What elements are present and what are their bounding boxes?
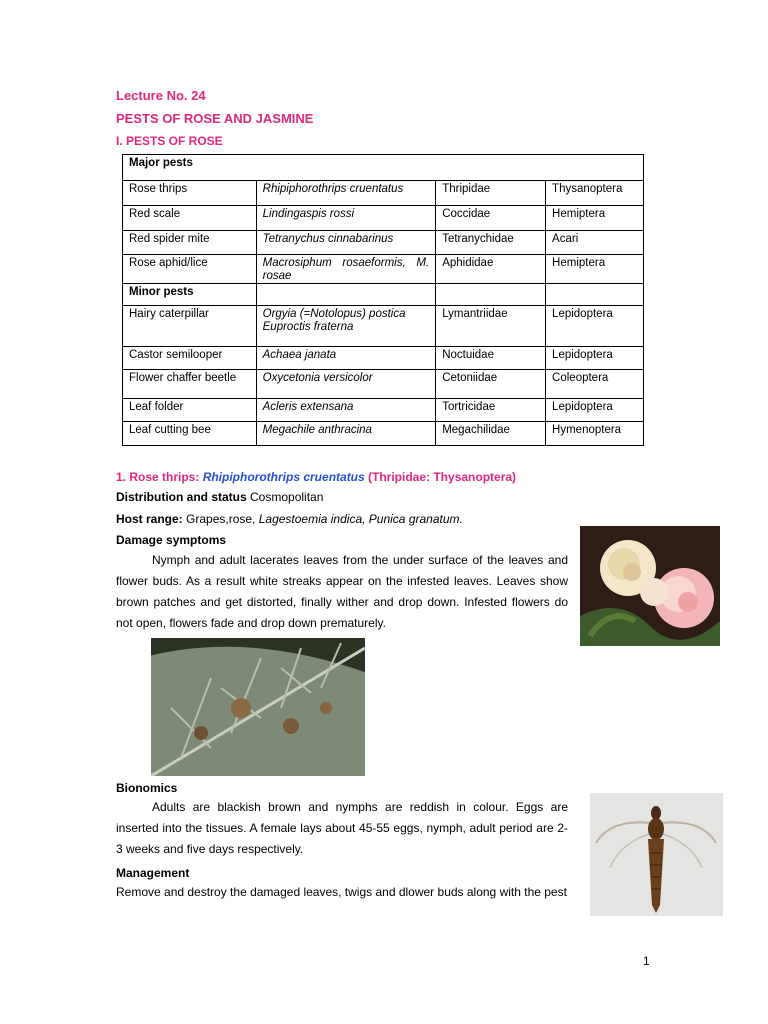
empty-cell xyxy=(256,284,436,306)
bionomics-label: Bionomics xyxy=(116,781,178,795)
pest-family: Cetoniidae xyxy=(436,370,546,399)
thrips-insect-illustration xyxy=(590,793,723,916)
pest-species: Lindingaspis rossi xyxy=(256,206,436,231)
table-row xyxy=(123,370,644,399)
major-pests-label: Major pests xyxy=(123,155,644,181)
pest-name: Leaf folder xyxy=(123,399,257,422)
minor-pests-header-row xyxy=(123,284,644,306)
pest-order: Coleoptera xyxy=(546,370,644,399)
pest-species: Acleris extensana xyxy=(256,399,436,422)
pest-order: Hymenoptera xyxy=(546,422,644,446)
pest-name: Flower chaffer beetle xyxy=(123,370,257,399)
pest-family: Noctuidae xyxy=(436,347,546,370)
pest-order: Lepidoptera xyxy=(546,306,644,347)
pests-table xyxy=(122,154,644,446)
damaged-leaf-illustration xyxy=(151,638,365,776)
lecture-number: Lecture No. 24 xyxy=(116,88,206,103)
host-range-value: Grapes,rose, xyxy=(182,512,259,526)
host-range-species: Lagestoemia indica, Punica granatum. xyxy=(258,512,463,526)
host-range-label: Host range: xyxy=(116,512,183,526)
host-range-line xyxy=(116,512,463,526)
table-row xyxy=(123,231,644,255)
management-text: Remove and destroy the damaged leaves, twigs and dlower buds along with the pest xyxy=(116,885,567,899)
pest-species: Orgyia (=Notolopus) postica Euproctis fraterna xyxy=(256,306,436,347)
pest-name: Rose thrips xyxy=(123,181,257,206)
pest-family: Coccidae xyxy=(436,206,546,231)
table-row xyxy=(123,255,644,284)
rose-flowers-illustration xyxy=(580,526,720,646)
pest-species: Megachile anthracina xyxy=(256,422,436,446)
pest-species: Rhipiphorothrips cruentatus xyxy=(256,181,436,206)
pest-order: Lepidoptera xyxy=(546,399,644,422)
pest-species: Macrosiphum rosaeformis, M. rosae xyxy=(256,255,436,284)
section-heading: I. PESTS OF ROSE xyxy=(116,134,223,148)
pest-species: Oxycetonia versicolor xyxy=(256,370,436,399)
pest-family: Aphididae xyxy=(436,255,546,284)
pest-species: Tetranychus cinnabarinus xyxy=(256,231,436,255)
pest-family: Tortricidae xyxy=(436,399,546,422)
damage-symptoms-text: Nymph and adult lacerates leaves from the under surface of the leaves and flower buds. As a result white streaks appear on the infested leaves. Leaves show brown patches and get distorted, finally wither and drop down. Infested flowers do not open, flowers fade and drop down prematurely. xyxy=(116,553,568,630)
pest-order: Hemiptera xyxy=(546,206,644,231)
major-pests-header-row xyxy=(123,155,644,181)
table-row xyxy=(123,306,644,347)
pest-family: Lymantriidae xyxy=(436,306,546,347)
pest-order: Lepidoptera xyxy=(546,347,644,370)
table-row xyxy=(123,399,644,422)
rose-flowers-image xyxy=(580,526,720,646)
page-number: 1 xyxy=(643,954,650,968)
pest-name: Red spider mite xyxy=(123,231,257,255)
rose-thrips-image xyxy=(590,793,723,916)
pest-name: Rose aphid/lice xyxy=(123,255,257,284)
empty-cell xyxy=(546,284,644,306)
table-row xyxy=(123,206,644,231)
bionomics-text: Adults are blackish brown and nymphs are reddish in colour. Eggs are inserted into the tissues. A female lays about 45-55 eggs, nymph, adult period are 2-3 weeks and five days respectively. xyxy=(116,800,568,856)
pest-order: Hemiptera xyxy=(546,255,644,284)
pest-family: Tetranychidae xyxy=(436,231,546,255)
pest-family: Thripidae xyxy=(436,181,546,206)
heading-species: Rhipiphorothrips cruentatus xyxy=(202,470,365,484)
pest-order: Acari xyxy=(546,231,644,255)
pest-species: Achaea janata xyxy=(256,347,436,370)
distribution-label: Distribution and status xyxy=(116,490,247,504)
pest-name: Castor semilooper xyxy=(123,347,257,370)
table-row xyxy=(123,422,644,446)
distribution-line xyxy=(116,490,323,504)
empty-cell xyxy=(436,284,546,306)
heading-prefix: 1. Rose thrips: xyxy=(116,470,203,484)
pest-name: Leaf cutting bee xyxy=(123,422,257,446)
pest-name: Red scale xyxy=(123,206,257,231)
pest-family: Megachilidae xyxy=(436,422,546,446)
damaged-leaf-image xyxy=(151,638,365,776)
minor-pests-label: Minor pests xyxy=(123,284,257,306)
management-label: Management xyxy=(116,866,190,880)
table-row xyxy=(123,181,644,206)
pest-name: Hairy caterpillar xyxy=(123,306,257,347)
table-row xyxy=(123,347,644,370)
distribution-value: Cosmopolitan xyxy=(246,490,324,504)
pest-order: Thysanoptera xyxy=(546,181,644,206)
rose-thrips-heading xyxy=(116,470,516,484)
damage-symptoms-label: Damage symptoms xyxy=(116,533,227,547)
heading-suffix: (Thripidae: Thysanoptera) xyxy=(364,470,517,484)
lecture-title: PESTS OF ROSE AND JASMINE xyxy=(116,111,314,126)
